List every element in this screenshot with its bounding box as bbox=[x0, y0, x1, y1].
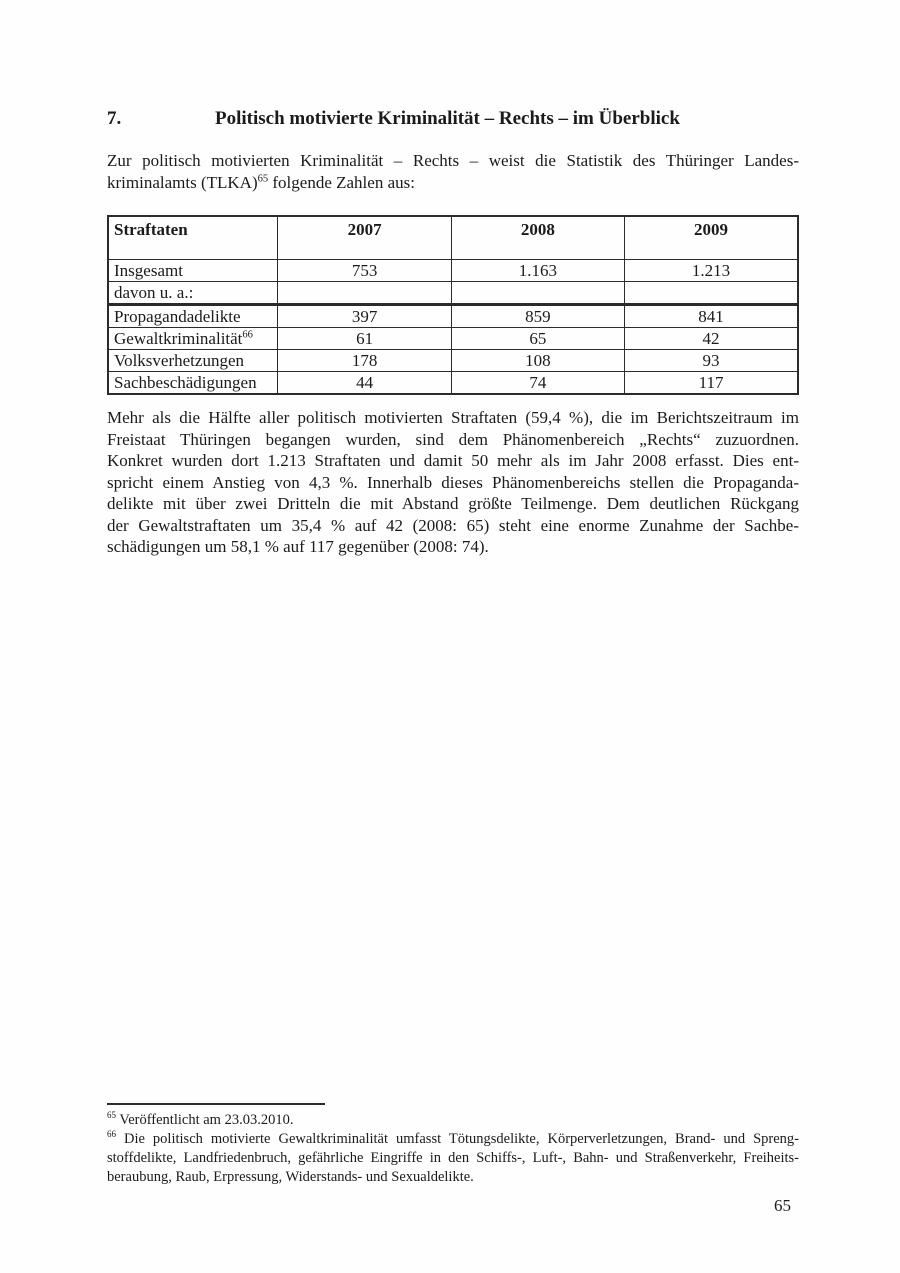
footnote-separator-rule bbox=[107, 1103, 325, 1105]
row-label: Gewaltkriminalität$^{66}$ bbox=[108, 327, 278, 349]
crime-statistics-table bbox=[107, 215, 799, 395]
row-label: Propagandadelikte bbox=[108, 304, 278, 327]
table-row bbox=[108, 259, 798, 281]
body-line: spricht einem Anstieg von 4,3 %. Innerhalb dieses Phänomenbereichs stellen die Propaganda- bbox=[107, 472, 799, 492]
table-header-row bbox=[108, 216, 798, 259]
intro-line-2 bbox=[107, 172, 799, 194]
section-title: Politisch motivierte Kriminalität – Rechts – im Überblick bbox=[215, 108, 680, 129]
cell-value: 42 bbox=[625, 327, 798, 349]
body-line: delikte mit über zwei Dritteln die mit Abstand größte Teilmenge. Dem deutlichen Rückgang bbox=[107, 494, 799, 513]
cell-value: 841 bbox=[625, 304, 798, 327]
page-number: 65 bbox=[774, 1196, 791, 1215]
footnotes-section bbox=[107, 1103, 799, 1187]
footnote-65-text: Veröffentlicht am 23.03.2010. bbox=[115, 1112, 294, 1128]
intro-line-2-text: kriminalamts (TLKA) bbox=[107, 172, 258, 192]
row-label: Sachbeschädigungen bbox=[108, 371, 278, 394]
table-row bbox=[108, 281, 798, 304]
body-line: Freistaat Thüringen begangen wurden, sind dem Phänomenbereich „Rechts“ zuzuordnen. bbox=[107, 429, 799, 449]
column-header-2009: 2009 bbox=[625, 216, 798, 259]
row-label: Insgesamt bbox=[108, 259, 278, 281]
body-line: der Gewaltstraftaten um 35,4 % auf 42 (2008: 65) steht eine enorme Zunahme der Sachbe- bbox=[107, 515, 799, 535]
body-line: schädigungen um 58,1 % auf 117 gegenüber (2008: 74). bbox=[107, 537, 489, 556]
cell-value bbox=[278, 281, 451, 304]
footnote-66-line-2: stoffdelikte, Landfriedenbruch, gefährliche Eingriffe in den Schiffs-, Luft-, Bahn- und Straßenverkehr, Freiheits- bbox=[107, 1150, 799, 1166]
column-header-straftaten: Straftaten bbox=[108, 216, 278, 259]
table-row bbox=[108, 349, 798, 371]
cell-value: 74 bbox=[451, 371, 624, 394]
section-number: 7. bbox=[107, 108, 122, 129]
column-header-2007: 2007 bbox=[278, 216, 451, 259]
cell-value: 859 bbox=[451, 304, 624, 327]
footnote-66-marker: 66 bbox=[107, 1129, 116, 1140]
footnote-65 bbox=[107, 1111, 799, 1130]
cell-value: 93 bbox=[625, 349, 798, 371]
cell-value: 65 bbox=[451, 327, 624, 349]
cell-value bbox=[625, 281, 798, 304]
cell-value: 178 bbox=[278, 349, 451, 371]
intro-paragraph bbox=[107, 150, 799, 193]
cell-value: 117 bbox=[625, 371, 798, 394]
cell-value bbox=[451, 281, 624, 304]
table-row bbox=[108, 304, 798, 327]
cell-value: 1.163 bbox=[451, 259, 624, 281]
section-heading bbox=[107, 108, 799, 130]
body-line: Konkret wurden dort 1.213 Straftaten und damit 50 mehr als im Jahr 2008 erfasst. Dies ent- bbox=[107, 451, 799, 470]
row-label: Volksverhetzungen bbox=[108, 349, 278, 371]
footnote-65-marker: 65 bbox=[107, 1110, 116, 1121]
cell-value: 108 bbox=[451, 349, 624, 371]
row-label: davon u. a.: bbox=[108, 281, 278, 304]
footnote-66-text: Die politisch motivierte Gewaltkriminalität umfasst Tötungsdelikte, Körperverletzungen, Brand- und Spreng- bbox=[115, 1131, 799, 1147]
table-row bbox=[108, 327, 798, 349]
table-row bbox=[108, 371, 798, 394]
footnote-ref-66: 66 bbox=[242, 328, 253, 340]
cell-value: 1.213 bbox=[625, 259, 798, 281]
footnote-ref-65: 65 bbox=[257, 172, 269, 184]
column-header-2008: 2008 bbox=[451, 216, 624, 259]
cell-value: 397 bbox=[278, 304, 451, 327]
cell-value: 44 bbox=[278, 371, 451, 394]
intro-line-1: Zur politisch motivierten Kriminalität – Rechts – weist die Statistik des Thüringer Landes- bbox=[107, 151, 799, 170]
intro-line-2-tail: folgende Zahlen aus: bbox=[268, 172, 415, 192]
body-paragraph bbox=[107, 407, 799, 558]
footnote-66-line-3: beraubung, Raub, Erpressung, Widerstands- und Sexualdelikte. bbox=[107, 1169, 474, 1185]
cell-value: 753 bbox=[278, 259, 451, 281]
body-line: Mehr als die Hälfte aller politisch motivierten Straftaten (59,4 %), die im Berichtszeitraum im bbox=[107, 408, 799, 427]
cell-value: 61 bbox=[278, 327, 451, 349]
footnote-66-line-1 bbox=[107, 1130, 799, 1149]
